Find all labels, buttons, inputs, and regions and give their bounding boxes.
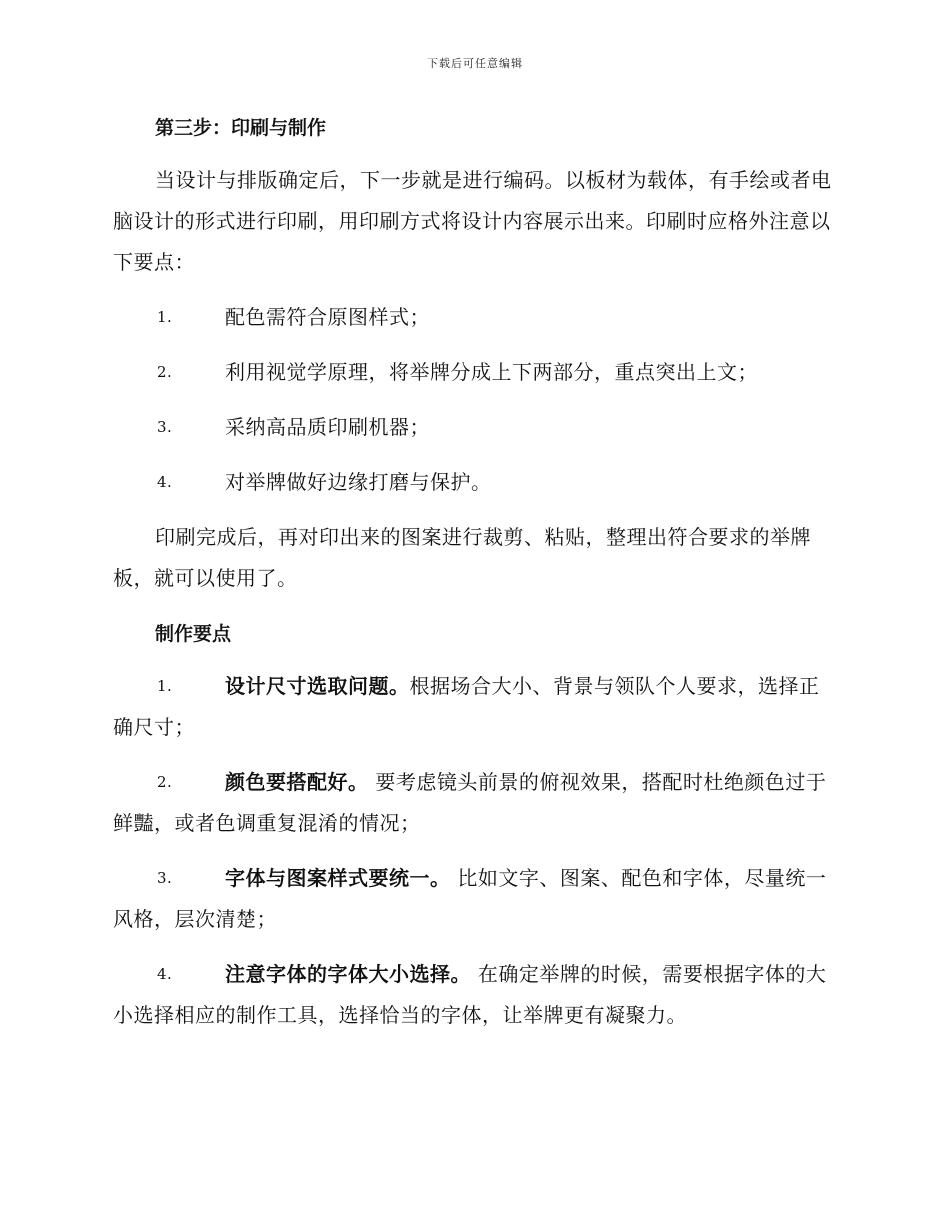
list-bold-lead: 颜色要搭配好。 <box>225 770 369 794</box>
list-number: 4. <box>157 965 173 983</box>
list-number: 1. <box>157 308 173 326</box>
list-bold-lead: 注意字体的字体大小选择。 <box>225 962 471 986</box>
list-text: 配色需符合原图样式； <box>225 305 430 329</box>
list-number: 4. <box>157 473 173 491</box>
list-number: 2. <box>157 773 173 791</box>
intro-paragraph: 当设计与排版确定后，下一步就是进行编码。以板材为载体，有手绘或者电脑设计的形式进行印刷，用印刷方式将设计内容展示出来。印刷时应格外注意以下要点： <box>113 168 832 274</box>
list-bold-lead: 字体与图案样式要统一。 <box>225 866 451 890</box>
list-item <box>113 954 839 1036</box>
list-item <box>113 297 839 338</box>
list-item <box>113 666 839 748</box>
list-number: 3. <box>157 418 173 436</box>
list-text: 采纳高品质印刷机器； <box>225 415 430 439</box>
list-number: 1. <box>157 677 173 695</box>
list-text: 利用视觉学原理，将举牌分成上下两部分，重点突出上文； <box>225 360 758 384</box>
list-text: 在确定举牌的时候，需要根据字体的大小选择相应的制作工具，选择恰当的字体，让举牌更有凝聚力。 <box>113 962 827 1027</box>
list-text: 要考虑镜头前景的俯视效果，搭配时杜绝颜色过于鲜豔，或者色调重复混淆的情况； <box>113 770 827 835</box>
list-item <box>113 858 839 940</box>
list-number: 3. <box>157 869 173 887</box>
list-number: 2. <box>157 363 173 381</box>
page-header: 下载后可任意编辑 <box>427 57 523 70</box>
list-text: 比如文字、图案、配色和字体，尽量统一风格，层次清楚； <box>113 866 827 931</box>
outro-paragraph: 印刷完成后，再对印出来的图案进行裁剪、粘贴，整理出符合要求的举牌板，就可以使用了。 <box>113 525 811 590</box>
list-item <box>113 762 839 844</box>
document-body <box>113 110 839 1036</box>
list-text: 根据场合大小、背景与领队个人要求，选择正确尺寸； <box>113 674 820 739</box>
list-item <box>113 407 839 448</box>
list-text: 对举牌做好边缘打磨与保护。 <box>225 470 492 494</box>
list-item <box>113 352 839 393</box>
section-heading-key-points: 制作要点 <box>155 623 232 645</box>
list-bold-lead: 设计尺寸选取问题。 <box>225 674 410 698</box>
list-item <box>113 462 839 503</box>
section-heading-print: 第三步：印刷与制作 <box>155 117 327 139</box>
